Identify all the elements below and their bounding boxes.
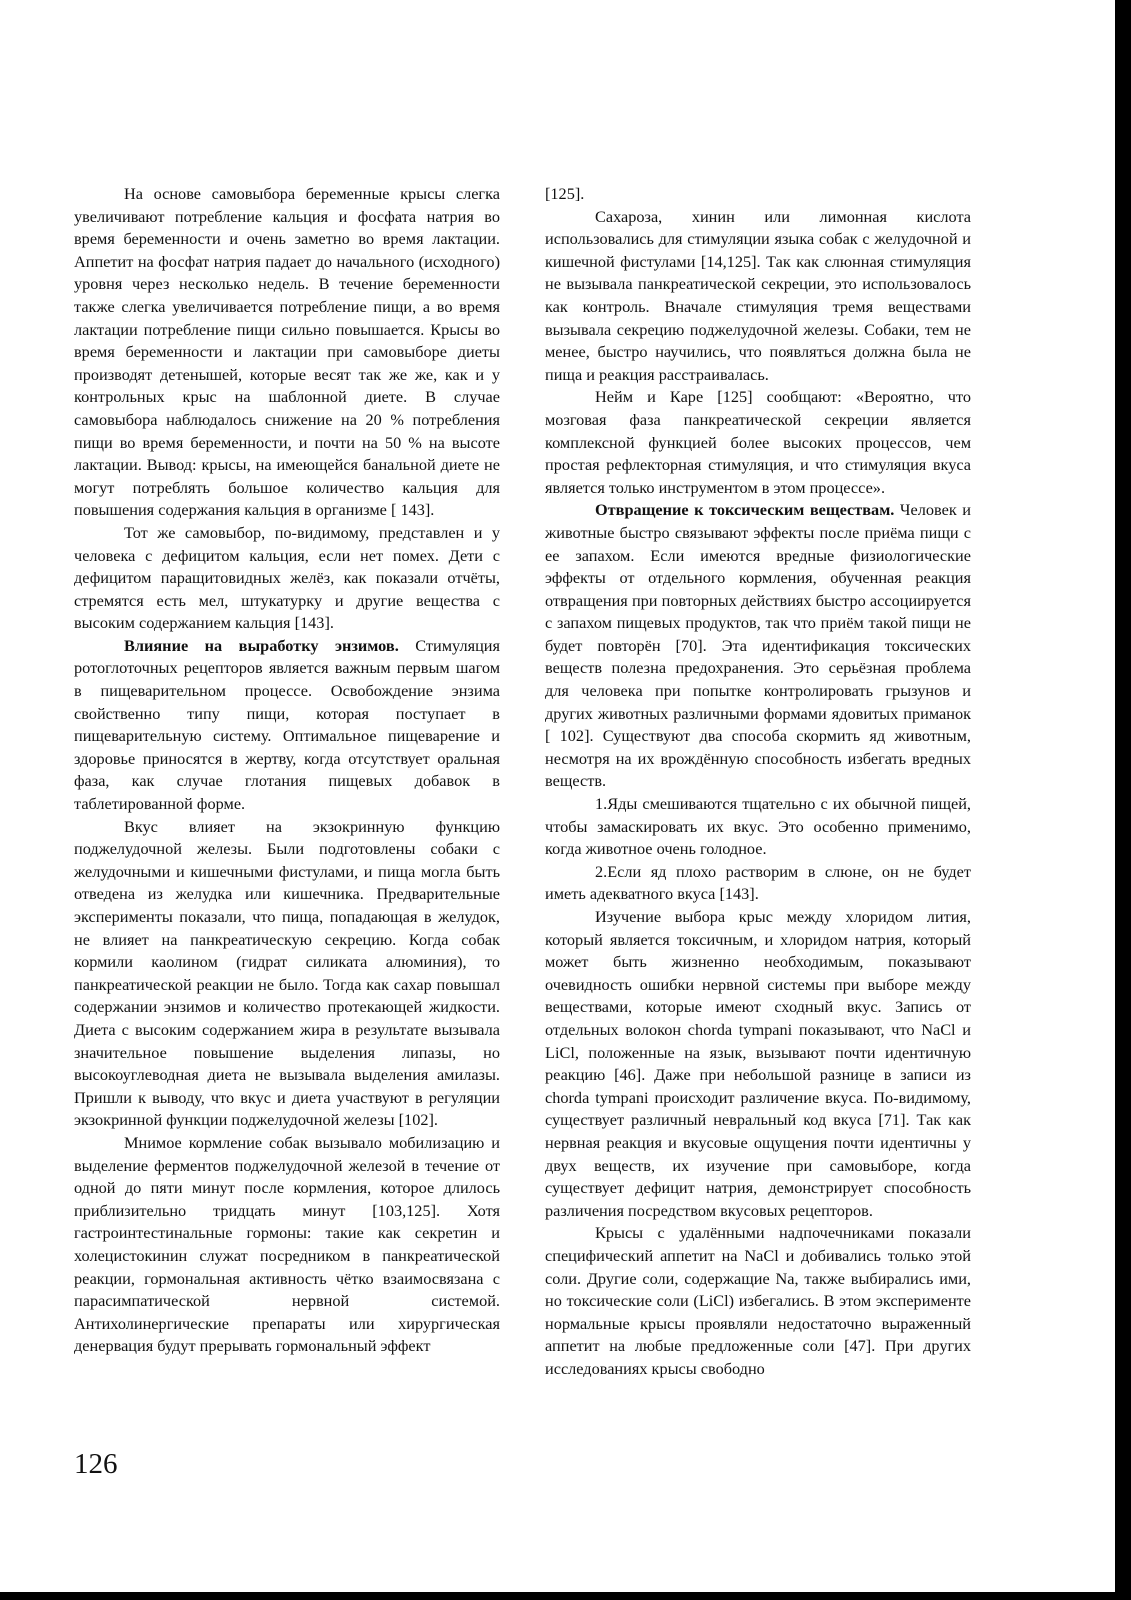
scan-edge-right: [1115, 0, 1131, 1600]
paragraph-text: Человек и животные быстро связывают эффекты после приёма пищи с ее запахом. Если имеются вредные физиологические эффекты от отдельного кормления, обученная реакция отвращения при повторных действиях быстро ассоциируется с запахом пищевых продуктов, так что приём такой пищи не будет повторён [70]. Эта идентификация токсических веществ полезна предохранения. Это серьёзная проблема для человека при попытке контролировать грызунов и других животных различными формами ядовитых приманок [ 102]. Существуют два способа скормить яд животным, несмотря на их врождённую способность избегать вредных веществ.: [545, 500, 971, 791]
paragraph: 1.Яды смешиваются тщательно с их обычной пищей, чтобы замаскировать их вкус. Это особенно применимо, когда животное очень голодное.: [545, 794, 971, 859]
paragraph: 2.Если яд плохо растворим в слюне, он не будет иметь адекватного вкуса [143].: [545, 861, 971, 904]
paragraph: Сахароза, хинин или лимонная кислота использовались для стимуляции языка собак с желудочной и кишечной фистулами [14,125]. Так как слюнная стимуляция не вызывала панкреатической секреции, это использовалось как контроль. Вначале стимуляция тремя веществами вызывала секрецию поджелудочной железы. Собаки, тем не менее, быстро научились, что появляться должна была не пища и реакция расстраивалась.: [545, 206, 971, 384]
left-column: [74, 183, 500, 1358]
paragraph: На основе самовыбора беременные крысы слегка увеличивают потребление кальция и фосфата натрия во время беременности и очень заметно во время лактации. Аппетит на фосфат натрия падает до начального (исходного) уровня через несколько недель. В течение беременности также слегка увеличивается потребление пищи, а во время лактации потребление пищи сильно повышается. Крысы во время беременности и лактации при самовыборе диеты производят детенышей, которые весят так же же, как и у контрольных крыс на шаблонной диете. В случае самовыбора наблюдалось снижение на 20 % потребления пищи во время беременности, и почти на 50 % на высоте лактации. Вывод: крысы, на имеющейся банальной диете не могут потреблять большое количество кальция для повышения содержания кальция в организме [ 143].: [74, 184, 500, 520]
scan-edge-bottom: [0, 1592, 1131, 1600]
paragraph: Изучение выбора крыс между хлоридом лития, который является токсичным, и хлоридом натрия, который может быть жизненно необходимым, показывают очевидность ошибки нервной системы при выборе между веществами, которые имеют сходный вкус. Запись от отдельных волокон chorda tympani показывают, что NaCl и LiCl, положенные на язык, вызывают почти идентичную реакцию [46]. Даже при небольшой разнице в записи из chorda tympani происходит различение вкуса. По-видимому, существует различный невральный код вкуса [71]. Так как нервная реакция и вкусовые ощущения почти идентичны у двух веществ, их изучение при самовыборе, когда существует дефицит натрия, демонстрирует способность различения посредством вкусовых рецепторов.: [545, 907, 971, 1220]
page-number: 126: [74, 1448, 118, 1480]
paragraph: Мнимое кормление собак вызывало мобилизацию и выделение ферментов поджелудочной железой в течение от одной до пяти минут после кормления, которое длилось приблизительно тридцать минут [103,125]. Хотя гастроинтестинальные гормоны: такие как секретин и холецистокинин служат посредником в панкреатической реакции, гормональная активность чётко взаимосвязана с парасимпатической нервной системой. Антихолинергические препараты или хирургическая денервация будут прерывать гормональный эффект: [74, 1132, 500, 1356]
paragraph-text: Стимуляция ротоглоточных рецепторов является важным первым шагом в пищеварительном процессе. Освобождение энзима свойственно типу пищи, которая поступает в пищеварительную систему. Оптимальное пищеварение и здоровье приносятся в жертву, когда отсутствует оральная фаза, как случае глотания пищевых добавок в таблетированной форме.: [74, 635, 500, 814]
right-column: [545, 183, 971, 1380]
paragraph: [74, 635, 500, 816]
paragraph: Вкус влияет на экзокринную функцию поджелудочной железы. Были подготовлены собаки с желудочными и кишечными фистулами, и пища могла быть отведена из желудка или кишечника. Предварительные эксперименты показали, что пища, попадающая в желудок, не влияет на панкреатическую секрецию. Когда собак кормили каолином (гидрат силиката алюминия), то панкреатической реакции не было. Тогда как сахар повышал содержании энзимов и количество протекающей жидкости. Диета с высоким содержанием жира в результате вызывала значительное повышение выделения липазы, но высокоуглеводная диета не вызывала выделения амилазы. Пришли к выводу, что вкус и диета участвуют в регуляции экзокринной функции поджелудочной железы [102].: [74, 816, 500, 1130]
paragraph: Нейм и Каре [125] сообщают: «Вероятно, что мозговая фаза панкреатической секреции является комплексной функцией более высоких процессов, чем простая рефлекторная стимуляция, и что стимуляция вкуса является только инструментом в этом процессе».: [545, 387, 971, 497]
paragraph: [125].: [545, 184, 585, 203]
paragraph: Тот же самовыбор, по-видимому, представлен и у человека с дефицитом кальция, если нет помех. Дети с дефицитом паращитовидных желёз, как показали отчёты, стремятся есть мел, штукатурку и другие вещества с высоким содержанием кальция [143].: [74, 522, 500, 633]
paragraph: Крысы с удалёнными надпочечниками показали специфический аппетит на NaCl и добивались только этой соли. Другие соли, содержащие Na, также выбирались ими, но токсические соли (LiCl) избегались. В этом эксперименте нормальные крысы проявляли недостаточно выраженный аппетит на любые предложенные соли [47]. При других исследованиях крысы свободно: [545, 1223, 971, 1378]
paragraph: [545, 499, 971, 793]
section-heading: Влияние на выработку энзимов.: [124, 635, 399, 655]
section-heading: Отвращение к токсическим веществам.: [595, 500, 895, 520]
